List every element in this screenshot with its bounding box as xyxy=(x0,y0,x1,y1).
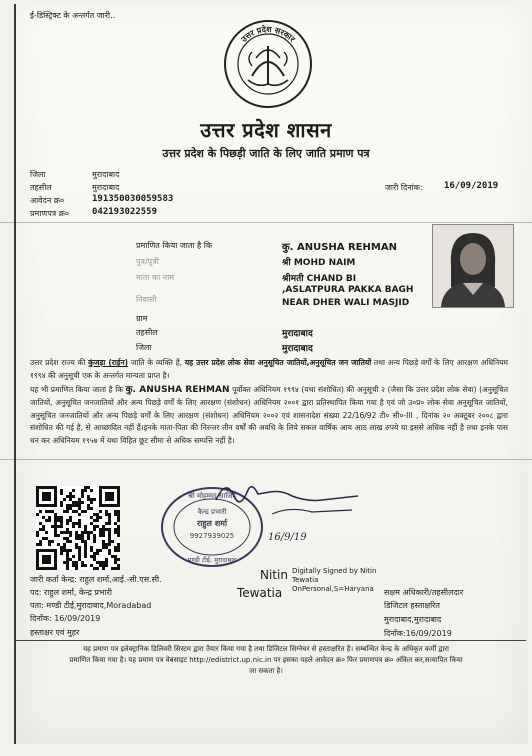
authority-date: दिनाँक:16/09/2019 xyxy=(384,629,452,638)
footer-line-3: जा सकता है। xyxy=(249,667,283,675)
address-line-1: ,ASLATPURA PAKKA BAGH xyxy=(282,285,414,295)
handwritten-date: 16/9/19 xyxy=(268,532,307,543)
authority-designation: सक्षम अधिकारी/तहसीलदार xyxy=(384,588,464,597)
para1-rest: तथा अन्य पिछड़े वर्गों के लिए आरक्षण अधिनियम १९९४ की अनुसूची एक के अन्तर्गत मान्यता प्राप्त है। xyxy=(30,358,508,380)
stamp-line-3: राहुल शर्मा xyxy=(196,519,228,528)
footer-divider xyxy=(14,640,526,641)
emblem-text: उत्तर प्रदेश सरकार xyxy=(239,24,297,44)
relation-label: पुत्र/पुत्री xyxy=(136,257,159,266)
certificate-label: प्रमाणपत्र क्र० xyxy=(30,209,69,218)
footer-line-1: यह प्रमाण पत्र इलेक्ट्रानिक डिलिवरी सिस्टम द्वारा तैयार किया गया है तथा डिजिटल सिग्नेचर से हस्ताक्षरित है। सम्बन्धित केन्द्र के अधिकृत कर्मी द्वारा xyxy=(83,645,449,653)
mother-name: श्रीमती CHAND BI xyxy=(282,274,357,284)
tehsil-value: मुरादाबाद xyxy=(92,183,120,192)
certificate-number: 042193022559 xyxy=(92,207,158,217)
applicant-district-value: मुरादाबाद xyxy=(282,344,313,354)
issuer-post: पद: राहुल शर्मा, केन्द्र प्रभारी xyxy=(30,588,112,597)
caste-paragraph xyxy=(30,357,508,383)
digital-sign-sub1: Tewatia xyxy=(292,576,319,584)
applicant-district-label: जिला xyxy=(136,343,152,352)
issuer-center: जारी कर्ता केन्द्र: राहुल शर्मा,आई.-सी.एस.सी. xyxy=(30,575,162,584)
digital-sign-sub2: OnPersonal,S=Haryana xyxy=(292,585,374,593)
stamp-line-5: मण्डी टीई, मुरादाबाद xyxy=(187,556,237,564)
handwritten-signature xyxy=(212,470,362,540)
document-title: उत्तर प्रदेश शासन xyxy=(200,118,332,142)
digital-sign-name-1: Nitin xyxy=(260,568,288,582)
para1-bold: यह उत्तर प्रदेश लोक सेवा अनुसूचित जातियों,अनुसूचित जन जातियों xyxy=(184,358,372,367)
fold-line xyxy=(0,222,532,223)
certify-label: प्रमाणित किया जाता है कि xyxy=(136,241,213,250)
stamp-line-1: श्री मोहम्मद साजिद xyxy=(187,492,237,500)
authority-signature-note: डिजिटल हस्ताक्षरित xyxy=(384,601,440,610)
issuer-address: पता: मण्डी टीई,मुरादाबाद,Moradabad xyxy=(30,601,152,610)
para2-a: यह भी प्रमाणित किया जाता है कि xyxy=(30,385,126,394)
applicant-name: कु. ANUSHA REHMAN xyxy=(282,242,397,253)
top-note: ई-डिस्ट्रिक्ट के अन्तर्गत जारी.. xyxy=(30,11,116,20)
issuer-seal-label: हस्ताक्षर एवं मुहर xyxy=(30,628,80,637)
resident-label: निवासी xyxy=(136,295,157,304)
up-emblem-icon xyxy=(222,18,314,110)
para2-b: पूर्वोक्त अधिनियम १९९४ (यथा संशोधित) की अनुसूची २ (जैसा कि उत्तर प्रदेश लोक सेवा) (अनुसूचित जातियों, अनुसूचित जनजातियों और अन्य पिछड़े वर्गों के लिए आरक्षण (संशोधन) अधिनियम २००१ द्वारा प्रतिस्थापित किया गया है एवं जो उ०प्र० लोक सेवा अनुसूचित जातियों, अनुसूचित जनजातियों और अन्य पिछड़े वर्गों के लिए आरक्षण (संशोधन) अधिनियम २००२ एवं शासनादेश संख्या 22/16/92 टी० सी०-III , दिनांक २० अक्टूबर २००८ द्वारा संशोधित की गई है, से आच्छादित नहीं हैं।इनके माता-पिता की निरन्तर तीन वर्षों की अवधि के लिये सकल वार्षिक आय आठ लाख रुपये या इससे अधिक नहीं है तथा इनके पास धन कर अधिनियम १९५७ में यथा विहित छूट सीमा से अधिक सम्पत्ति नहीं है। xyxy=(30,385,508,446)
application-number: 191350030059583 xyxy=(92,194,174,204)
issuer-date: दिनाँक: 16/09/2019 xyxy=(30,614,101,623)
issue-date-label: जारी दिनांक: xyxy=(385,183,423,192)
address-line-2: NEAR DHER WALI MASJID xyxy=(282,298,410,308)
applicant-tehsil-label: तहसील xyxy=(136,328,158,337)
applicant-photo xyxy=(432,224,514,308)
footer-line-2: प्रमाणित किया गया है। यह प्रमाण पत्र वेबसाइट http://edistrict.up.nic.in पर इसका पहले आवेदन क्र० फिर प्रमाणपत्र क्र० अंकित कर,सत्यापित किया xyxy=(69,656,463,664)
tehsil-label: तहसील xyxy=(30,183,52,192)
stamp-line-2: कैन्द्र प्रभारी xyxy=(197,508,227,516)
document-subtitle: उत्तर प्रदेश के पिछड़ी जाति के लिए जाति प्रमाण पत्र xyxy=(162,147,370,160)
district-label: जिला xyxy=(30,170,46,179)
authority-place: मुरादाबाद,मुरादाबाद xyxy=(384,615,442,624)
qr-code xyxy=(36,486,120,570)
issue-date-value: 16/09/2019 xyxy=(444,181,499,191)
district-value: मुरादाबाद xyxy=(92,170,120,179)
mother-label: माता का नाम xyxy=(136,273,175,282)
creamy-layer-paragraph xyxy=(30,384,508,448)
para2-name: कु. ANUSHA REHMAN xyxy=(125,385,230,395)
father-name: श्री MOHD NAIM xyxy=(282,258,356,268)
para1-pre: उत्तर प्रदेश राज्य की xyxy=(30,358,89,367)
applicant-tehsil-value: मुरादाबाद xyxy=(282,329,313,339)
fold-line xyxy=(0,459,532,460)
caste-name: कुंजड़ा (राईन) xyxy=(88,358,129,367)
digital-sign-by: Digitally Signed by Nitin xyxy=(292,567,377,575)
stamp-line-4: 9927939025 xyxy=(189,532,235,540)
village-label: ग्राम xyxy=(136,314,148,323)
digital-sign-name-2: Tewatia xyxy=(237,586,283,600)
application-label: आवेदन क्र० xyxy=(30,196,65,205)
para1-mid: जाति के व्यक्ति हैं, xyxy=(128,358,185,367)
